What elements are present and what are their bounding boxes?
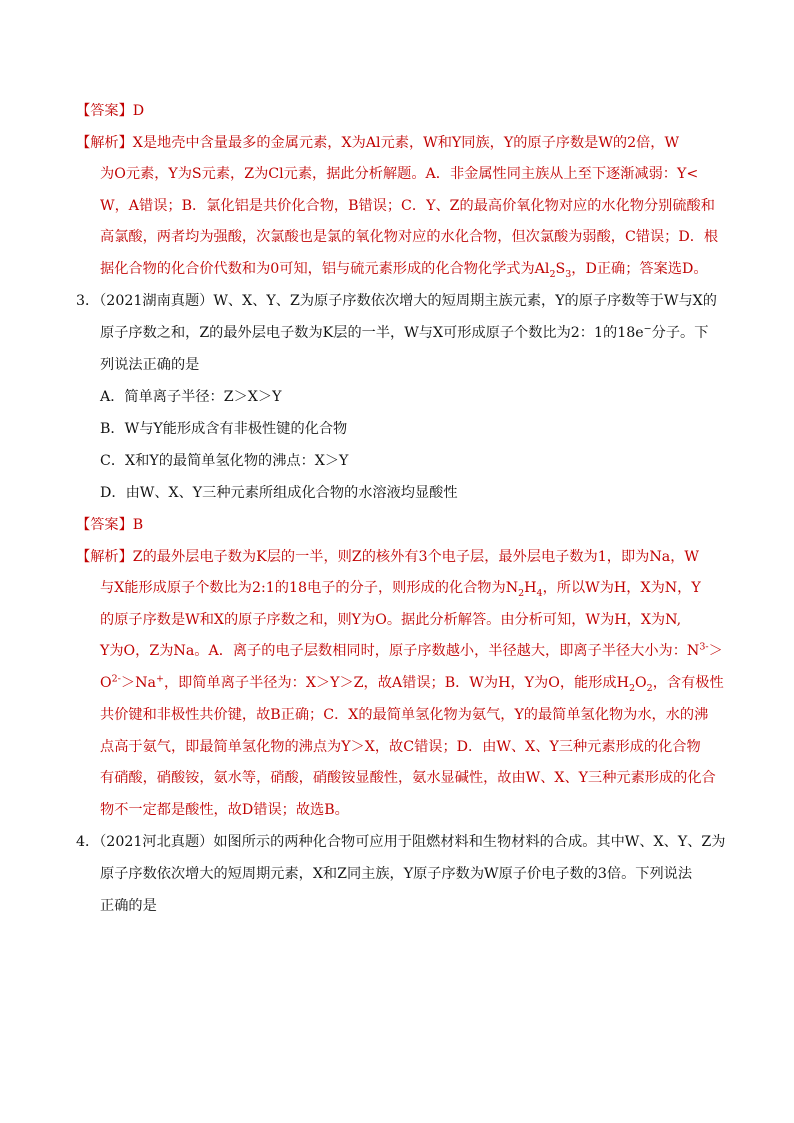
analysis-text: ，D正确；答案选D。	[571, 261, 708, 277]
analysis-line: 【解析】Z的最外层电子数为K层的一半，则Z的核外有3个电子层，最外层电子数为1，即为Na，W	[76, 549, 699, 565]
analysis-line: W，A错误；B．氯化铝是共价化合物，B错误；C．Y、Z的最高价氧化物对应的水化物分别硫酸和	[100, 198, 715, 214]
analysis-line: 有硝酸，硝酸铵，氨水等，硝酸，硝酸铵显酸性，氨水显碱性，故由W、X、Y三种元素形成的化合	[100, 770, 716, 786]
chemical-formula: $N_2H_4$	[505, 580, 543, 599]
analysis-line: 与X能形成原子个数比为2:1的18电子的分子，则形成的化合物为$N_2H_4$，所以W为H，X为N，Y	[100, 580, 701, 599]
option-a[interactable]: A．简单离子半径：Z＞X＞Y	[100, 389, 282, 405]
option-c[interactable]: C．X和Y的最简单氢化物的沸点：X＞Y	[100, 453, 349, 469]
analysis-text: X是地壳中含量最多的金属元素，X为Al元素，W和Y同族，Y的原子序数是W的2倍，W	[132, 135, 680, 151]
analysis-label: 【解析】	[76, 549, 133, 565]
question-4-line: 4．（2021河北真题）如图所示的两种化合物可应用于阻燃材料和生物材料的合成。其中W、X、Y、Z为	[76, 834, 726, 850]
option-d[interactable]: D．由W、X、Y三种元素所组成化合物的水溶液均显酸性	[100, 485, 458, 501]
question-4-line: 原子序数依次增大的短周期元素，X和Z同主族，Y原子序数为W原子价电子数的3倍。下列说法	[100, 866, 693, 882]
analysis-line: 高氯酸，两者均为强酸，次氯酸也是氯的氧化物对应的水化合物，但次氯酸为弱酸，C错误；D．根	[100, 229, 719, 245]
analysis-line: $O^{2-}>Na^+$，即简单离子半径为：X＞Y＞Z，故A错误；B．W为H，Y为O，能形成$H_2O_2$，含有极性	[100, 673, 724, 694]
analysis-label: 【解析】	[76, 135, 133, 151]
answer-line-2	[76, 515, 143, 535]
analysis-line: 为O元素，Y为S元素，Z为Cl元素，据此分析解题。A．非金属性同主族从上至下逐渐减弱：Y<	[100, 166, 699, 182]
ion-notation: 18e−	[617, 323, 652, 341]
chemical-formula: $Al_2S_3$	[534, 261, 572, 280]
analysis-line	[76, 133, 679, 153]
question-3-line: 原子序数之和，Z的最外层电子数为K层的一半，W与X可形成原子个数比为2：1的18e−分子。下	[100, 323, 709, 341]
answer-line-1	[76, 101, 144, 121]
answer-label: 【答案】	[76, 517, 133, 533]
analysis-line: 物不一定都是酸性，故D错误；故选B。	[100, 802, 349, 818]
analysis-line: 共价键和非极性共价键，故B正确；C．X的最简单氢化物为氨气，Y的最简单氢化物为水，水的沸	[100, 707, 709, 723]
analysis-line: 点高于氨气，即最简单氢化物的沸点为Y＞X，故C错误；D．由W、X、Y三种元素形成的化合物	[100, 739, 701, 755]
answer-label: 【答案】	[76, 103, 133, 119]
option-b[interactable]: B．W与Y能形成含有非极性键的化合物	[100, 421, 348, 437]
analysis-line: Y为O，Z为Na。A．离子的电子层数相同时，原子序数越小，半径越大，即离子半径大小为：$N^{3-}>$	[100, 641, 723, 659]
answer-value: B	[132, 517, 144, 533]
analysis-line: 的原子序数是W和X的原子序数之和，则Y为O。据此分析解答。由分析可知，W为H，X为N,	[100, 612, 682, 628]
answer-value: D	[132, 103, 145, 119]
analysis-text: 据化合物的化合价代数和为0可知，铝与硫元素形成的化合物化学式为	[100, 261, 535, 277]
analysis-line	[100, 259, 708, 279]
question-4-line: 正确的是	[100, 898, 157, 914]
question-3-line: 3．（2021湖南真题）W、X、Y、Z为原子序数依次增大的短周期主族元素，Y的原子序数等于W与X的	[76, 293, 717, 309]
question-3-line: 列说法正确的是	[100, 357, 200, 373]
